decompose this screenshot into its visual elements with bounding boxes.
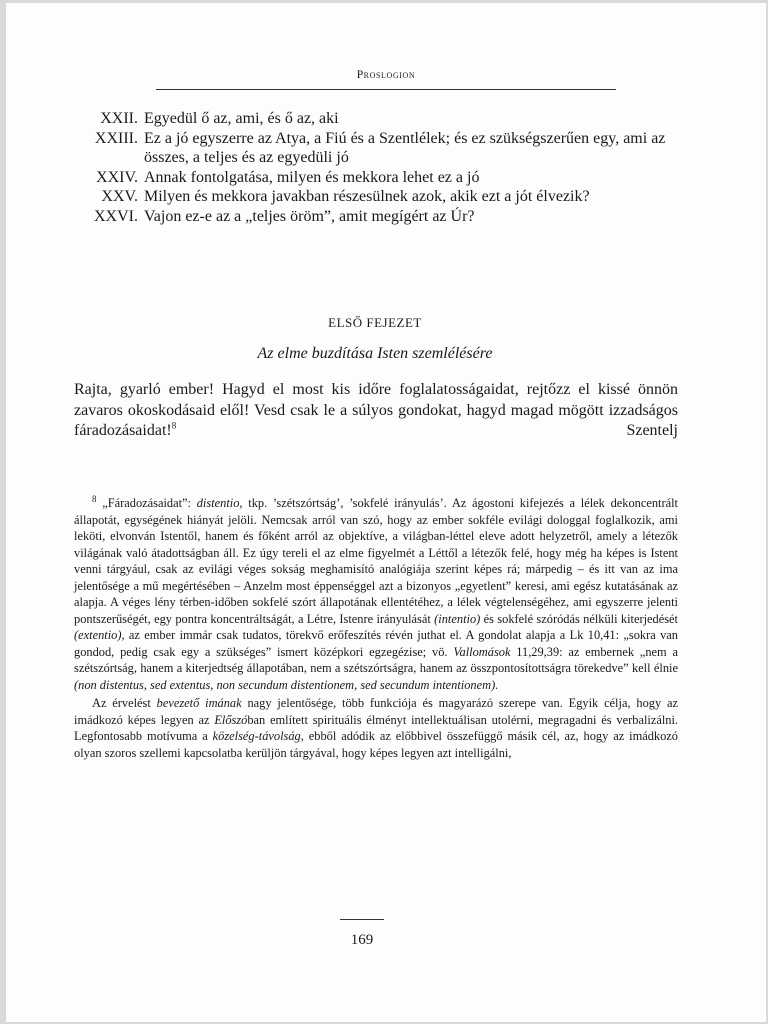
- footnote-term: bevezető imának: [156, 696, 242, 710]
- footnote-text: az ember immár csak tudatos, törekvő erőfeszítés révén juthat el. A gondolat alapja a Lk 10,41: „sokra van gondod, pedig csak egy a szükséges” ismert középkori egzegézise; vö.: [74, 628, 678, 659]
- chapter-label: ELSŐ FEJEZET: [328, 315, 422, 330]
- toc-entry-title: Annak fontolgatása, milyen és mekkora lehet ez a jó: [144, 168, 480, 186]
- footnote-text: , ebből adódik az előbbivel összefüggő másik cél, az, hogy az imádkozó olyan szoros szellemi kapcsolatba kerüljön tárgyával, hogy képes legyen azt intelligálni,: [74, 729, 678, 760]
- toc-entry-number: XXVI.: [94, 207, 138, 225]
- body-text-part: Rajta, gyarló ember! Hagyd el most kis időre foglalatosságaidat, rejtőzz el kissé önnön zavaros okoskodásaid elől! Vesd csak le a súlyos gondokat, hagyd magad mögött izzadságos fáradozásaidat!: [74, 381, 678, 439]
- footnote-text: Az érvelést: [92, 696, 157, 710]
- toc-entry: [70, 129, 680, 168]
- footnote-book-title: Vallomások: [453, 644, 511, 659]
- footnote-reference: 8: [171, 420, 177, 431]
- footnote-text: , tkp. ’szétszórtság’, ’sokfelé irányulás’. Az ágostoni kifejezés a lélek dekoncentrált állapotát, egységének hiányát jelöli. Nemcsak arról van szó, hogy az ember sokféle evilági dologgal foglalkozik, ami leköti, elvonván Istentől, hanem és főként arról az objektíve, a világban-léttel eleve adott helyzetről, amely a létezők világának való átadottságban áll. Ez úgy tereli el az elme figyelmét a Léttől a létezők felé, hogy még ha képes is Istent venni tárgyául, csak az evilági véges sokság meghamisító analógiája szerint képes rá; márpedig – és itt van az ima jelentősége a mű megértésében – Anzelm most éppenséggel azt a bizonyos „egyetlent” keresi, ami egész kutatásának az alapja. A véges lény térben-időben sokfelé szórt állapotának ellentétéhez, a lélek végtelenségéhez, ami egyszerre jelenti pontszerűségét, egy pontra koncentráltságát, a Létre, Istenre irányulását: [74, 496, 679, 626]
- footnote-latin-quote: (non distentus, sed extentus, non secundum distentionem, sed secundum intentionem).: [74, 677, 499, 692]
- footnote-term: distentio: [196, 496, 240, 510]
- chapter-title: Az elme buzdítása Isten szemlélésére: [257, 345, 493, 362]
- footnote-text: „Fáradozásaidat”:: [96, 496, 197, 510]
- footnote-paragraph: [74, 495, 678, 693]
- table-of-contents: [70, 109, 680, 226]
- toc-entry-number: XXV.: [101, 188, 138, 205]
- toc-entry: [70, 109, 680, 129]
- footnote-text: 11,29,39: az embernek „nem a szétszórtság, hanem a kiterjedtség állapotában, nem a szétszórtságra, hanem az összpontosítottságra törekedve” kell élnie: [74, 644, 678, 675]
- toc-entry-number: XXII.: [100, 110, 138, 127]
- body-text-part: Szentelj: [176, 422, 678, 439]
- footnote-text: ban említett spirituális élményt intellektuálisan utolérni, megragadni és verbalizálni. Legfontosabb motívuma a: [74, 712, 679, 743]
- book-page: [6, 3, 766, 1022]
- toc-entry: [70, 207, 680, 227]
- header-rule: [156, 89, 616, 90]
- page-number: 169: [350, 932, 374, 948]
- toc-entry: [70, 187, 680, 207]
- footnote-term: (intentio): [434, 611, 481, 626]
- footer-rule: [340, 919, 384, 920]
- toc-entry: [70, 168, 680, 188]
- main-paragraph: [74, 380, 678, 442]
- footnote-text: nagy jelentősége, több funkciója és magyarázó szerepe van. Egyik célja, hogy az imádkozó képes legyen az: [74, 696, 678, 727]
- footnote: [74, 495, 678, 761]
- toc-entry-title: Milyen és mekkora javakban részesülnek azok, akik ezt a jót élvezik?: [144, 188, 590, 205]
- footnote-text: és sokfelé szóródás nélküli kiterjedését: [480, 611, 679, 626]
- footnote-paragraph: [74, 695, 678, 761]
- toc-entry-title: Ez a jó egyszerre az Atya, a Fiú és a Szentlélek; és ez szükségszerűen egy, ami az összes, a teljes és az egyedüli jó: [144, 129, 666, 166]
- footnote-term: közelség-távolság: [212, 729, 301, 743]
- running-head: Proslogion: [356, 69, 416, 81]
- toc-entry-title: Vajon ez-e az a „teljes öröm”, amit megígért az Úr?: [144, 207, 475, 225]
- footnote-term: (extentio),: [74, 628, 125, 642]
- toc-entry-number: XXIV.: [96, 168, 138, 186]
- footnote-term: Előszó: [214, 712, 248, 727]
- footnote-number: 8: [92, 493, 97, 504]
- toc-entry-title: Egyedül ő az, ami, és ő az, aki: [144, 110, 339, 127]
- toc-entry-number: XXIII.: [94, 129, 138, 147]
